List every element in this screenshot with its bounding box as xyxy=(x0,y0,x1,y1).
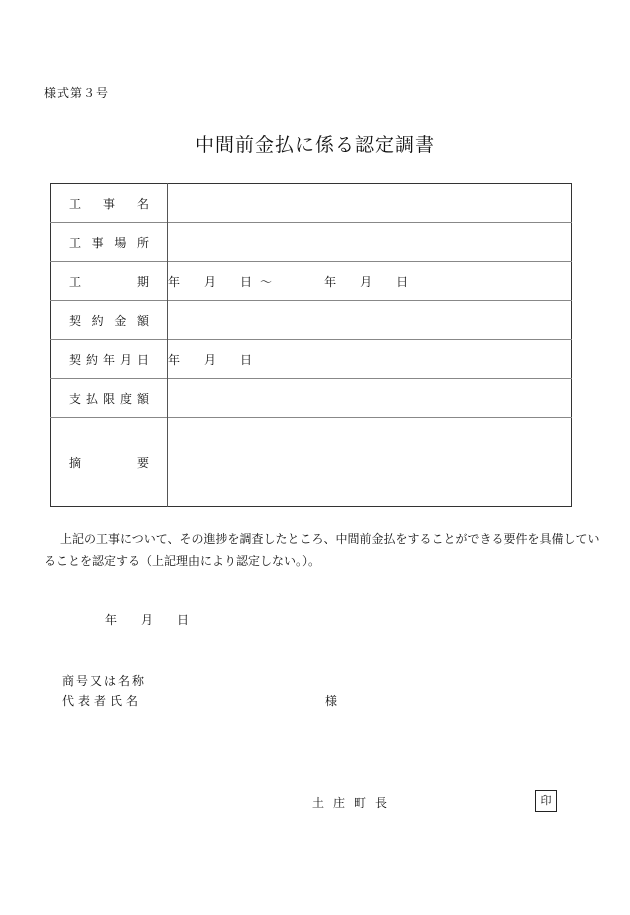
trade-name-label: 商号又は名称 xyxy=(62,674,147,688)
issue-date-month: 月 xyxy=(141,613,154,627)
table-row-contract-date xyxy=(51,340,572,379)
mayor-title: 土庄町長 xyxy=(312,796,397,810)
certification-table xyxy=(50,183,572,507)
label-contract-amount: 契 約 金 額 xyxy=(51,301,168,340)
table-row-remarks xyxy=(51,418,572,507)
value-payment-limit[interactable] xyxy=(168,379,572,418)
certification-statement: 上記の工事について、その進捗を調査したところ、中間前金払をすることができる要件を具備していることを認定する（上記理由により認定しない。）。 xyxy=(44,532,600,568)
form-number: 様式第３号 xyxy=(44,86,110,100)
seal-stamp-box: 印 xyxy=(535,790,557,812)
table-row-contract-amount xyxy=(51,301,572,340)
value-project-site[interactable] xyxy=(168,223,572,262)
value-remarks[interactable] xyxy=(168,418,572,507)
issue-date-day: 日 xyxy=(177,613,190,627)
table-row-project-site xyxy=(51,223,572,262)
value-construction-period[interactable]: 年 月 日 ～ 年 月 日 xyxy=(168,262,572,301)
table-row-construction-period xyxy=(51,262,572,301)
table-row-payment-limit xyxy=(51,379,572,418)
value-project-name[interactable] xyxy=(168,184,572,223)
value-contract-date[interactable]: 年 月 日 xyxy=(168,340,572,379)
table-row-project-name xyxy=(51,184,572,223)
label-contract-date: 契 約 年 月 日 xyxy=(51,340,168,379)
issue-date[interactable] xyxy=(105,611,189,628)
label-remarks: 摘 要 xyxy=(51,418,168,507)
label-project-name: 工 事 名 xyxy=(51,184,168,223)
label-project-site: 工 事 場 所 xyxy=(51,223,168,262)
label-payment-limit: 支 払 限 度 額 xyxy=(51,379,168,418)
document-title: 中間前金払に係る認定調書 xyxy=(194,134,435,156)
value-contract-amount[interactable] xyxy=(168,301,572,340)
label-construction-period: 工 期 xyxy=(51,262,168,301)
honorific-sama: 様 xyxy=(325,694,338,708)
representative-name-label: 代表者氏名 xyxy=(62,694,143,708)
issue-date-year: 年 xyxy=(105,613,118,627)
